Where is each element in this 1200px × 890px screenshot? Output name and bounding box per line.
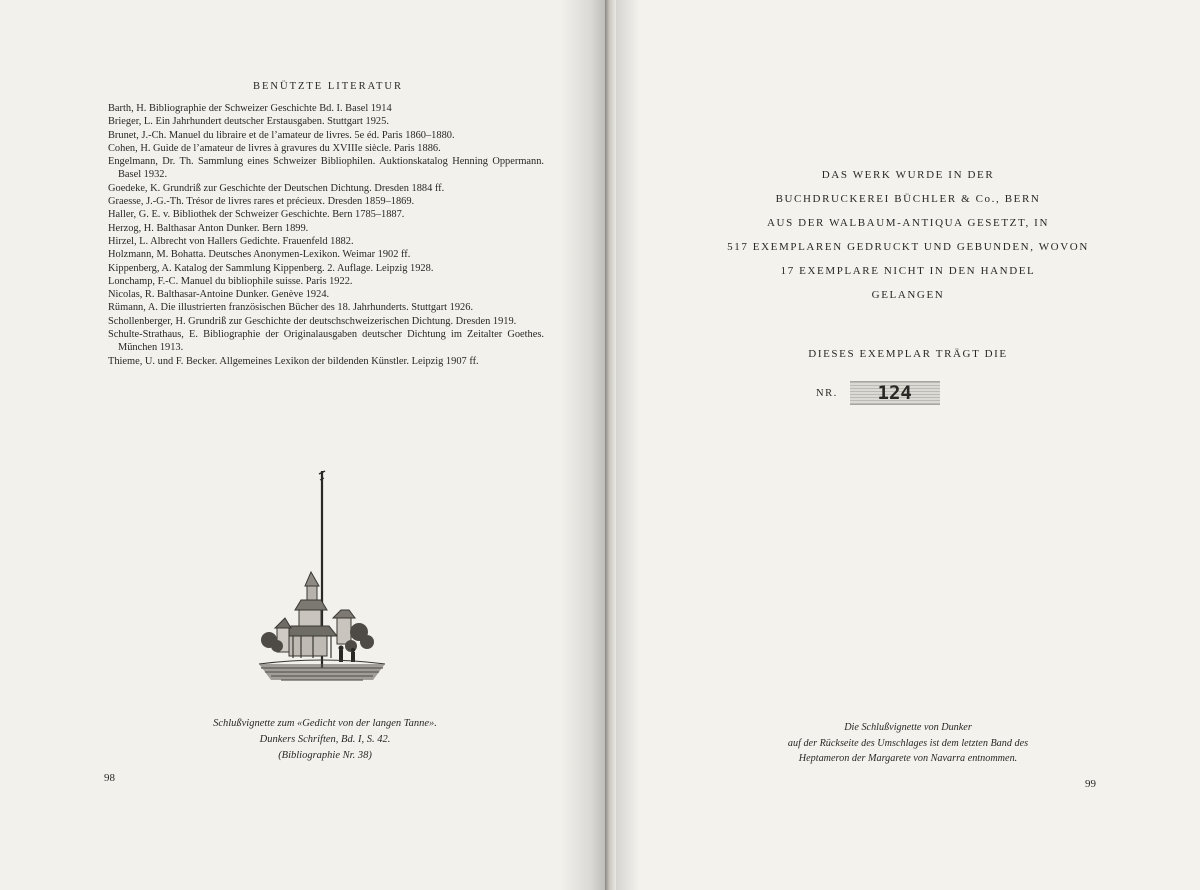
literature-heading: BENÜTZTE LITERATUR [252,81,404,92]
copy-number-stamp [850,381,940,405]
bibliography-entry: Brieger, L. Ein Jahrhundert deutscher Erstausgaben. Stuttgart 1925. [108,116,389,128]
caption-line: auf der Rückseite des Umschlages ist dem letzten Band des [787,737,1029,749]
caption-line: Schlußvignette zum «Gedicht von der langen Tanne». [213,718,437,729]
bibliography-list [108,102,544,368]
colophon-caption [616,720,1200,767]
copy-number-row [816,380,940,406]
gutter-shadow [560,0,605,890]
bibliography-entry: Lonchamp, F.-C. Manuel du bibliophile suisse. Paris 1922. [108,275,353,287]
copy-number-value: 124 [877,382,912,404]
colophon-line: DAS WERK WURDE IN DER [821,169,995,181]
bibliography-entry: Schulte-Strathaus, E. Bibliographie der Originalausgaben deutscher Dichtung im Zeitalter Goethes. München 1913. [108,329,544,354]
bibliography-entry: Engelmann, Dr. Th. Sammlung eines Schweizer Bibliophilen. Auktionskatalog Henning Oppermann. Basel 1932. [108,156,544,181]
bibliography-entry: Haller, G. E. v. Bibliothek der Schweizer Geschichte. Bern 1785–1887. [108,209,405,221]
colophon-line: GELANGEN [871,289,945,301]
colophon-line: 517 EXEMPLAREN GEDRUCKT UND GEBUNDEN, WOVON [727,241,1089,253]
bibliography-entry: Thieme, U. und F. Becker. Allgemeines Lexikon der bildenden Künstler. Leipzig 1907 ff. [108,355,479,367]
colophon-line: 17 EXEMPLARE NICHT IN DEN HANDEL [780,265,1036,277]
book-gutter [605,0,616,890]
bibliography-entry: Schollenberger, H. Grundriß zur Geschichte der deutschschweizerischen Dichtung. Dresden 1919. [108,315,517,327]
bibliography-entry: Rümann, A. Die illustrierten französischen Bücher des 18. Jahrhunderts. Stuttgart 1926. [108,302,474,314]
bibliography-entry: Goedeke, K. Grundriß zur Geschichte der Deutschen Dichtung. Dresden 1884 ff. [108,182,445,194]
bibliography-entry: Cohen, H. Guide de l’amateur de livres à gravures du XVIIIe siècle. Paris 1886. [108,142,441,154]
exemplar-statement: DIESES EXEMPLAR TRÄGT DIE [808,348,1008,360]
bibliography-entry: Kippenberg, A. Katalog der Sammlung Kippenberg. 2. Auflage. Leipzig 1928. [108,262,434,274]
colophon [616,163,1200,307]
colophon-line: AUS DER WALBAUM-ANTIQUA GESETZT, IN [767,217,1049,229]
bibliography-entry: Graesse, J.-G.-Th. Trésor de livres rares et précieux. Dresden 1859–1869. [108,196,415,208]
bibliography-entry: Brunet, J.-Ch. Manuel du libraire et de l’amateur de livres. 5e éd. Paris 1860–1880. [108,129,455,141]
page-number-right: 99 [1085,778,1096,790]
bibliography-entry: Barth, H. Bibliographie der Schweizer Geschichte Bd. I. Basel 1914 [108,103,392,114]
bibliography-entry: Herzog, H. Balthasar Anton Dunker. Bern 1899. [108,222,309,234]
bibliography-entry: Holzmann, M. Bohatta. Deutsches Anonymen-Lexikon. Weimar 1902 ff. [108,249,411,261]
caption-line: Dunkers Schriften, Bd. I, S. 42. [259,734,391,745]
vignette-illustration [255,468,390,693]
caption-line: (Bibliographie Nr. 38) [278,750,372,761]
bibliography-entry: Hirzel, L. Albrecht von Hallers Gedichte. Frauenfeld 1882. [108,235,354,247]
colophon-line: BUCHDRUCKEREI BÜCHLER & Co., BERN [775,193,1041,205]
copy-number-label: NR. [816,387,838,399]
vignette-caption [180,716,470,764]
caption-line: Die Schlußvignette von Dunker [844,722,972,733]
page-number-left: 98 [104,772,115,784]
bibliography-entry: Nicolas, R. Balthasar-Antoine Dunker. Genève 1924. [108,289,330,301]
caption-line: Heptameron der Margarete von Navarra entnommen. [798,753,1018,764]
